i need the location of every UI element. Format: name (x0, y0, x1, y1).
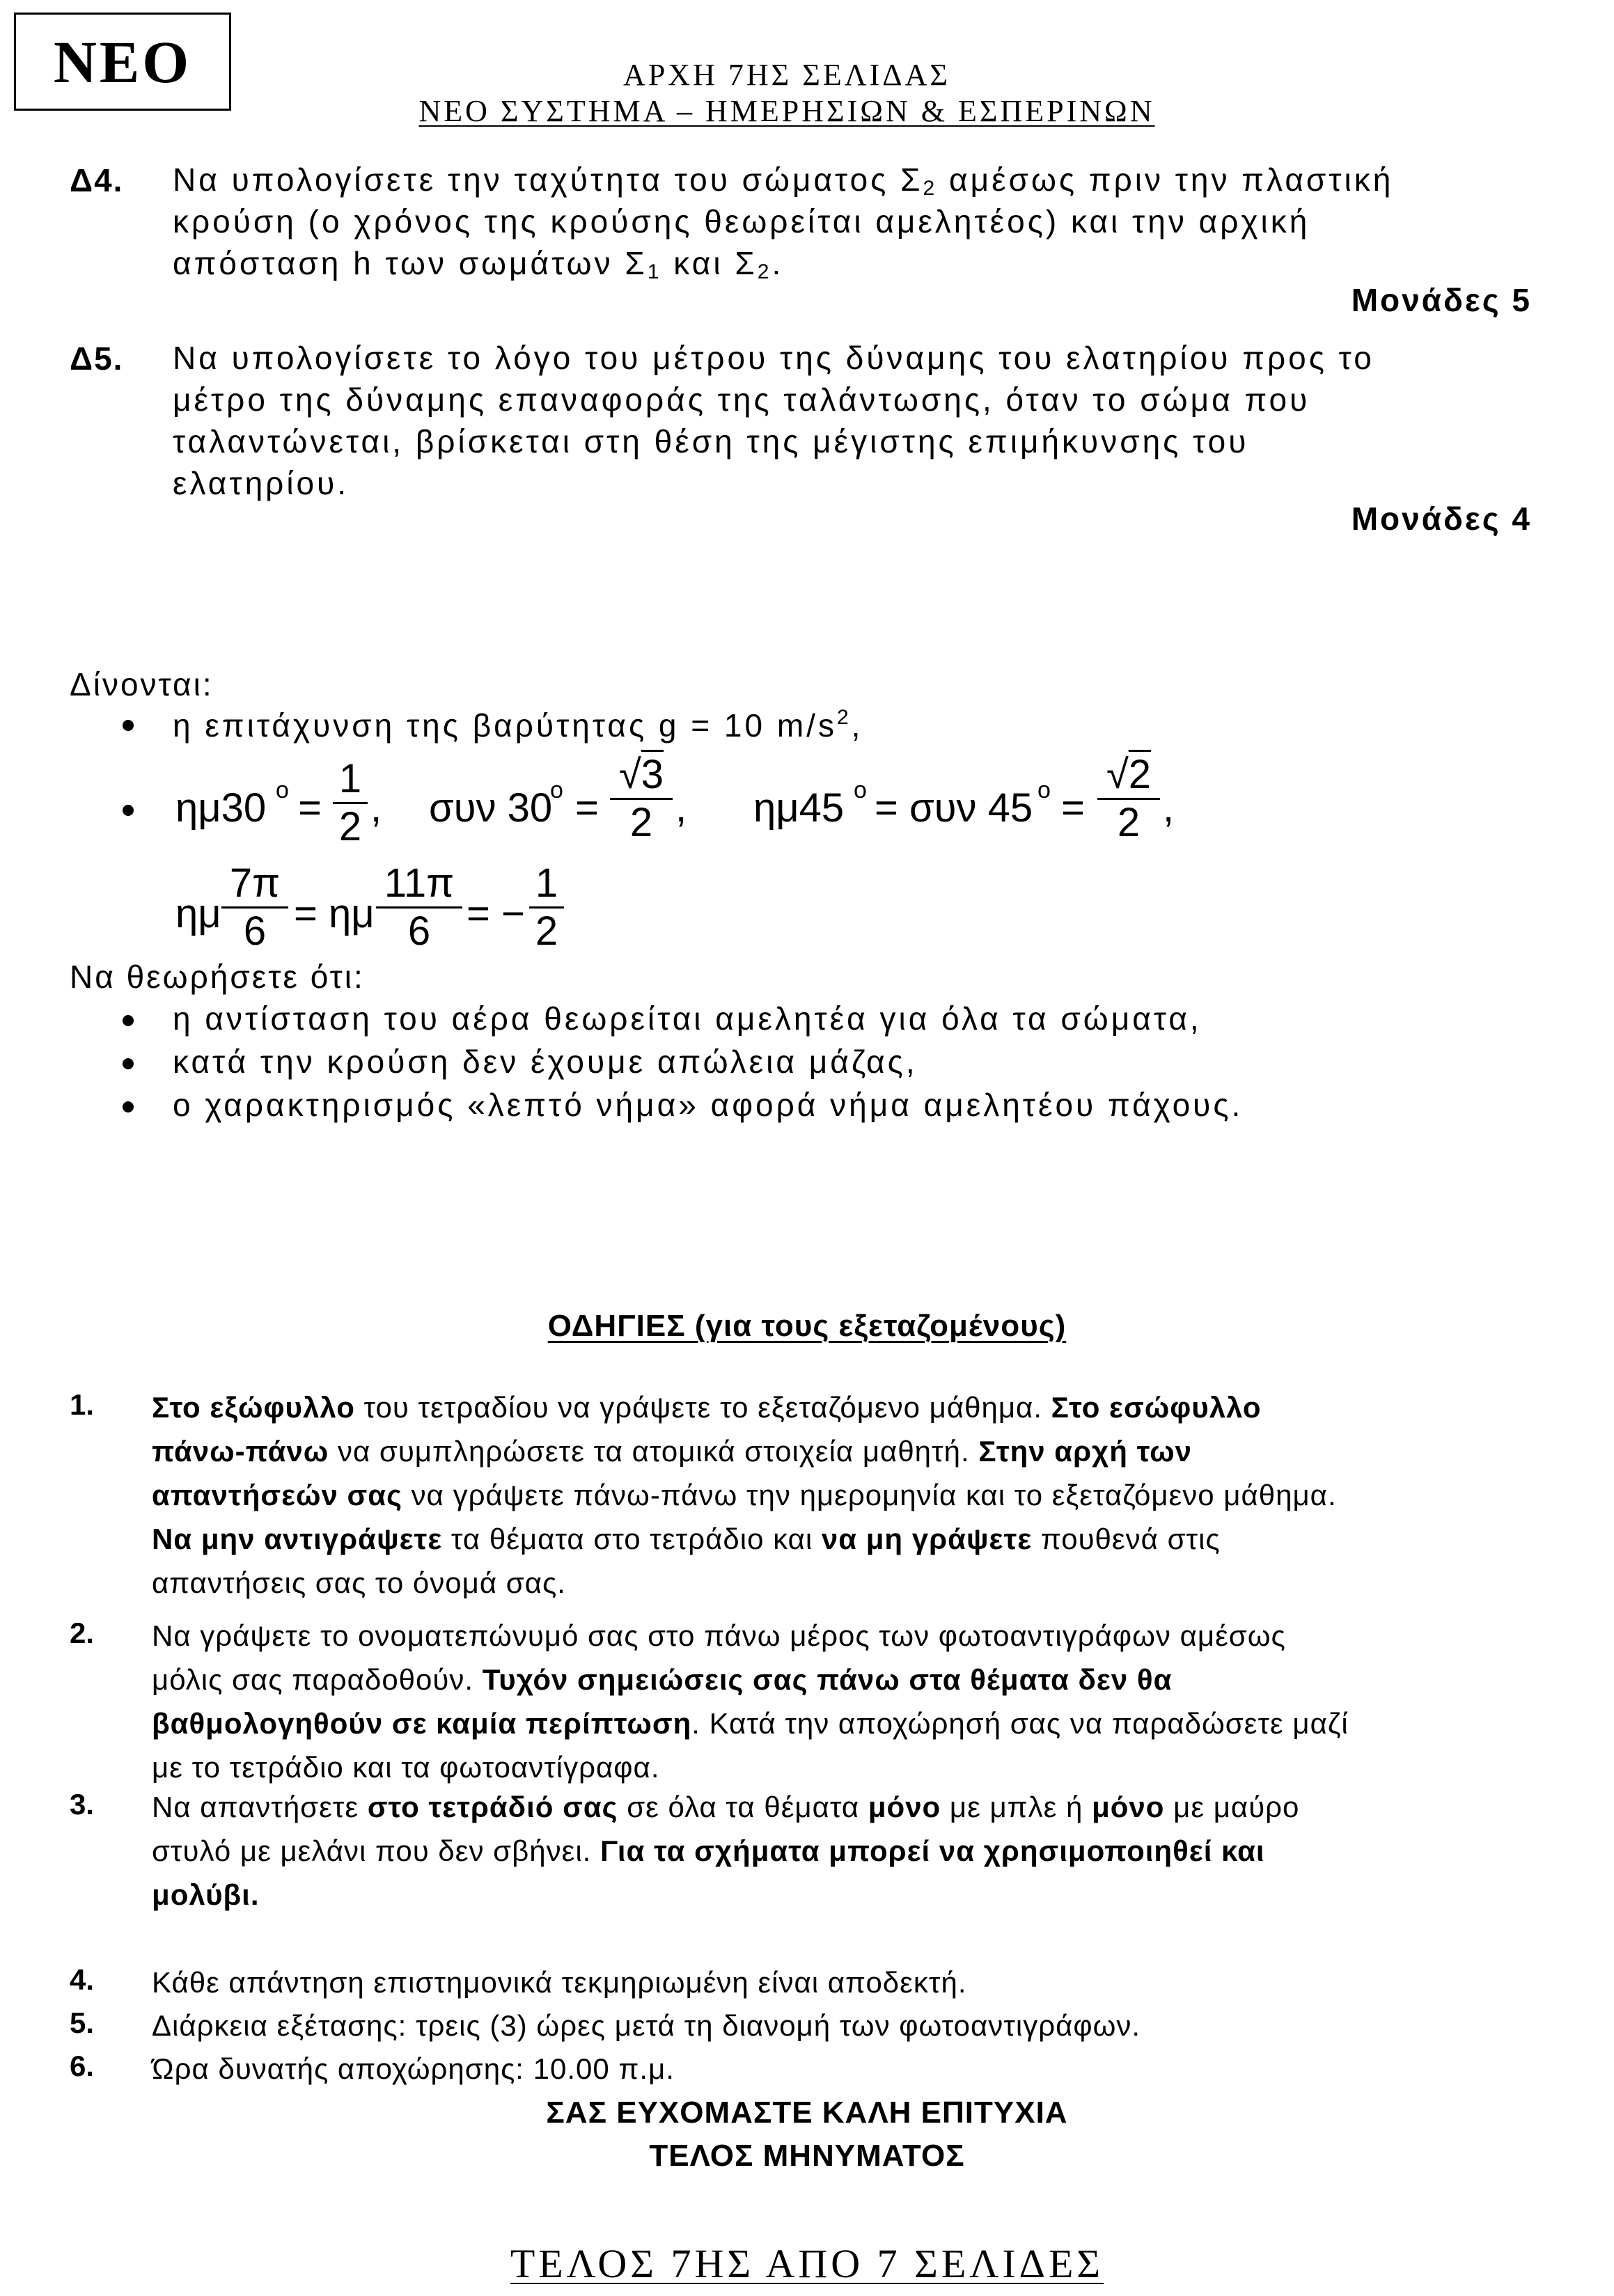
instruction-line: Να γράψετε το ονοματεπώνυμό σας στο πάνω μέρος των φωτοαντιγράφων αμέσως (152, 1619, 1286, 1652)
bullet-icon (123, 1058, 134, 1069)
bullet-icon (123, 1015, 134, 1026)
instruction-number: 2. (70, 1617, 95, 1649)
page-header-line1: ΑΡΧΗ 7ΗΣ ΣΕΛΙΔΑΣ (623, 58, 950, 92)
instruction-text (152, 1785, 1532, 1917)
fraction-11pi-over-6: 11π 6 (376, 860, 462, 954)
bullet-icon (123, 805, 134, 816)
question-d4-line1: Να υπολογίσετε την ταχύτητα του σώματος $\Sigma_2$ αμέσως πριν την πλαστική (173, 162, 1394, 200)
bullet-icon (123, 1101, 134, 1112)
instruction-line: Στο εξώφυλλο του τετραδίου να γράψετε το εξεταζόμενο μάθημα. Στο εσώφυλλο (152, 1391, 1262, 1424)
instruction-text (152, 2004, 1532, 2047)
instruction-line: βαθμολογηθούν σε καμία περίπτωση. Κατά την αποχώρησή σας να παραδώσετε μαζί (152, 1707, 1349, 1740)
instruction-line: Να μην αντιγράψετε τα θέματα στο τετράδιο και να μη γράψετε πουθενά στις (152, 1523, 1221, 1555)
sqrt-icon: √ (618, 752, 641, 797)
fraction-sqrt3-half: √3 2 (610, 752, 673, 846)
instruction-number: 5. (70, 2006, 95, 2039)
instruction-text (152, 1385, 1532, 1605)
instruction-line: Να απαντήσετε στο τετράδιό σας σε όλα τα θέματα μόνο με μπλε ή μόνο με μαύρο (152, 1791, 1300, 1823)
assumptions-heading: Να θεωρήσετε ότι: (70, 959, 365, 995)
bullet-icon (123, 720, 134, 731)
question-text-d4 (173, 159, 1532, 284)
instruction-line: Διάρκεια εξέτασης: τρεις (3) ώρες μετά τη διανομή των φωτοαντιγράφων. (152, 2009, 1141, 2042)
instruction-line: μόλις σας παραδοθούν. Τυχόν σημειώσεις σας πάνω στα θέματα δεν θα (152, 1663, 1173, 1696)
points-d5: Μονάδες 4 (1351, 501, 1532, 537)
neo-label: ΝΕΟ (53, 28, 192, 95)
closing-wish: ΣΑΣ ΕΥΧΟΜΑΣΤΕ ΚΑΛΗ ΕΠΙΤΥΧΙΑ (546, 2096, 1068, 2130)
instruction-line: Ώρα δυνατής αποχώρησης: 10.00 π.μ. (152, 2052, 675, 2085)
question-d4-line3: απόσταση h των σωμάτων $\Sigma_1$ και $\Sigma_2$. (173, 245, 784, 283)
instruction-line: στυλό με μελάνι που δεν σβήνει. Για τα σχήματα μπορεί να χρησιμοποιηθεί και (152, 1834, 1265, 1867)
fraction-one-half-negative: 1 2 (529, 860, 564, 954)
instruction-line: πάνω-πάνω να συμπληρώσετε τα ατομικά στοιχεία μαθητή. Στην αρχή των (152, 1435, 1192, 1468)
instruction-text (152, 1960, 1532, 2004)
closing-end-message: ΤΕΛΟΣ ΜΗΝΥΜΑΤΟΣ (649, 2139, 965, 2173)
instruction-line: με το τετράδιο και τα φωτοαντίγραφα. (152, 1751, 660, 1784)
instructions-title: ΟΔΗΓΙΕΣ (για τους εξεταζομένους) (547, 1309, 1067, 1343)
given-gravity: η επιτάχυνση της βαρύτητας g = 10 $m/s^2$, (173, 706, 863, 744)
instruction-number: 4. (70, 1963, 95, 1996)
instruction-text (152, 1614, 1532, 1789)
page-header-line2: ΝΕΟ ΣΥΣΤΗΜΑ – ΗΜΕΡΗΣΙΩΝ & ΕΣΠΕΡΙΝΩΝ (418, 94, 1155, 128)
assumption-item: η αντίσταση του αέρα θεωρείται αμελητέα για όλα τα σώματα, (173, 1000, 1202, 1037)
sqrt-icon: √ (1106, 752, 1129, 797)
question-label-d5: Δ5. (70, 340, 124, 377)
question-d5-line2: μέτρο της δύναμης επαναφοράς της ταλάντωσης, όταν το σώμα που (173, 382, 1310, 418)
instruction-text (152, 2047, 1532, 2091)
instruction-line: απαντήσεις σας το όνομά σας. (152, 1566, 566, 1599)
question-d5-line4: ελατηρίου. (173, 465, 350, 501)
instruction-number: 1. (70, 1388, 95, 1421)
question-d4-line2: κρούση (ο χρόνος της κρούσης θεωρείται αμελητέος) και την αρχική (173, 203, 1310, 239)
instruction-number: 6. (70, 2050, 95, 2082)
assumption-item: κατά την κρούση δεν έχουμε απώλεια μάζας, (173, 1044, 918, 1080)
page-footer: ΤΕΛΟΣ 7ΗΣ ΑΠΟ 7 ΣΕΛΙΔΕΣ (510, 2241, 1104, 2286)
fraction-one-half: 1 2 (333, 756, 368, 850)
fraction-sqrt2-half: √2 2 (1097, 752, 1160, 846)
fraction-7pi-over-6: 7π 6 (221, 860, 288, 954)
given-heading: Δίνονται: (70, 666, 214, 702)
question-text-d5 (173, 337, 1532, 504)
neo-label-box (14, 13, 231, 111)
instruction-line: μολύβι. (152, 1878, 260, 1911)
question-label-d4: Δ4. (70, 162, 124, 198)
instruction-line: απαντήσεών σας να γράψετε πάνω-πάνω την ημερομηνία και το εξεταζόμενο μάθημα. (152, 1479, 1337, 1511)
instruction-number: 3. (70, 1788, 95, 1821)
question-d5-line3: ταλαντώνεται, βρίσκεται στη θέση της μέγιστης επιμήκυνσης του (173, 423, 1249, 459)
instruction-line: Κάθε απάντηση επιστημονικά τεκμηριωμένη είναι αποδεκτή. (152, 1966, 967, 1999)
assumption-item: ο χαρακτηρισμός «λεπτό νήμα» αφορά νήμα αμελητέου πάχους. (173, 1087, 1244, 1123)
question-d5-line1: Να υπολογίσετε το λόγο του μέτρου της δύναμης του ελατηρίου προς το (173, 340, 1374, 376)
points-d4: Μονάδες 5 (1351, 282, 1532, 318)
